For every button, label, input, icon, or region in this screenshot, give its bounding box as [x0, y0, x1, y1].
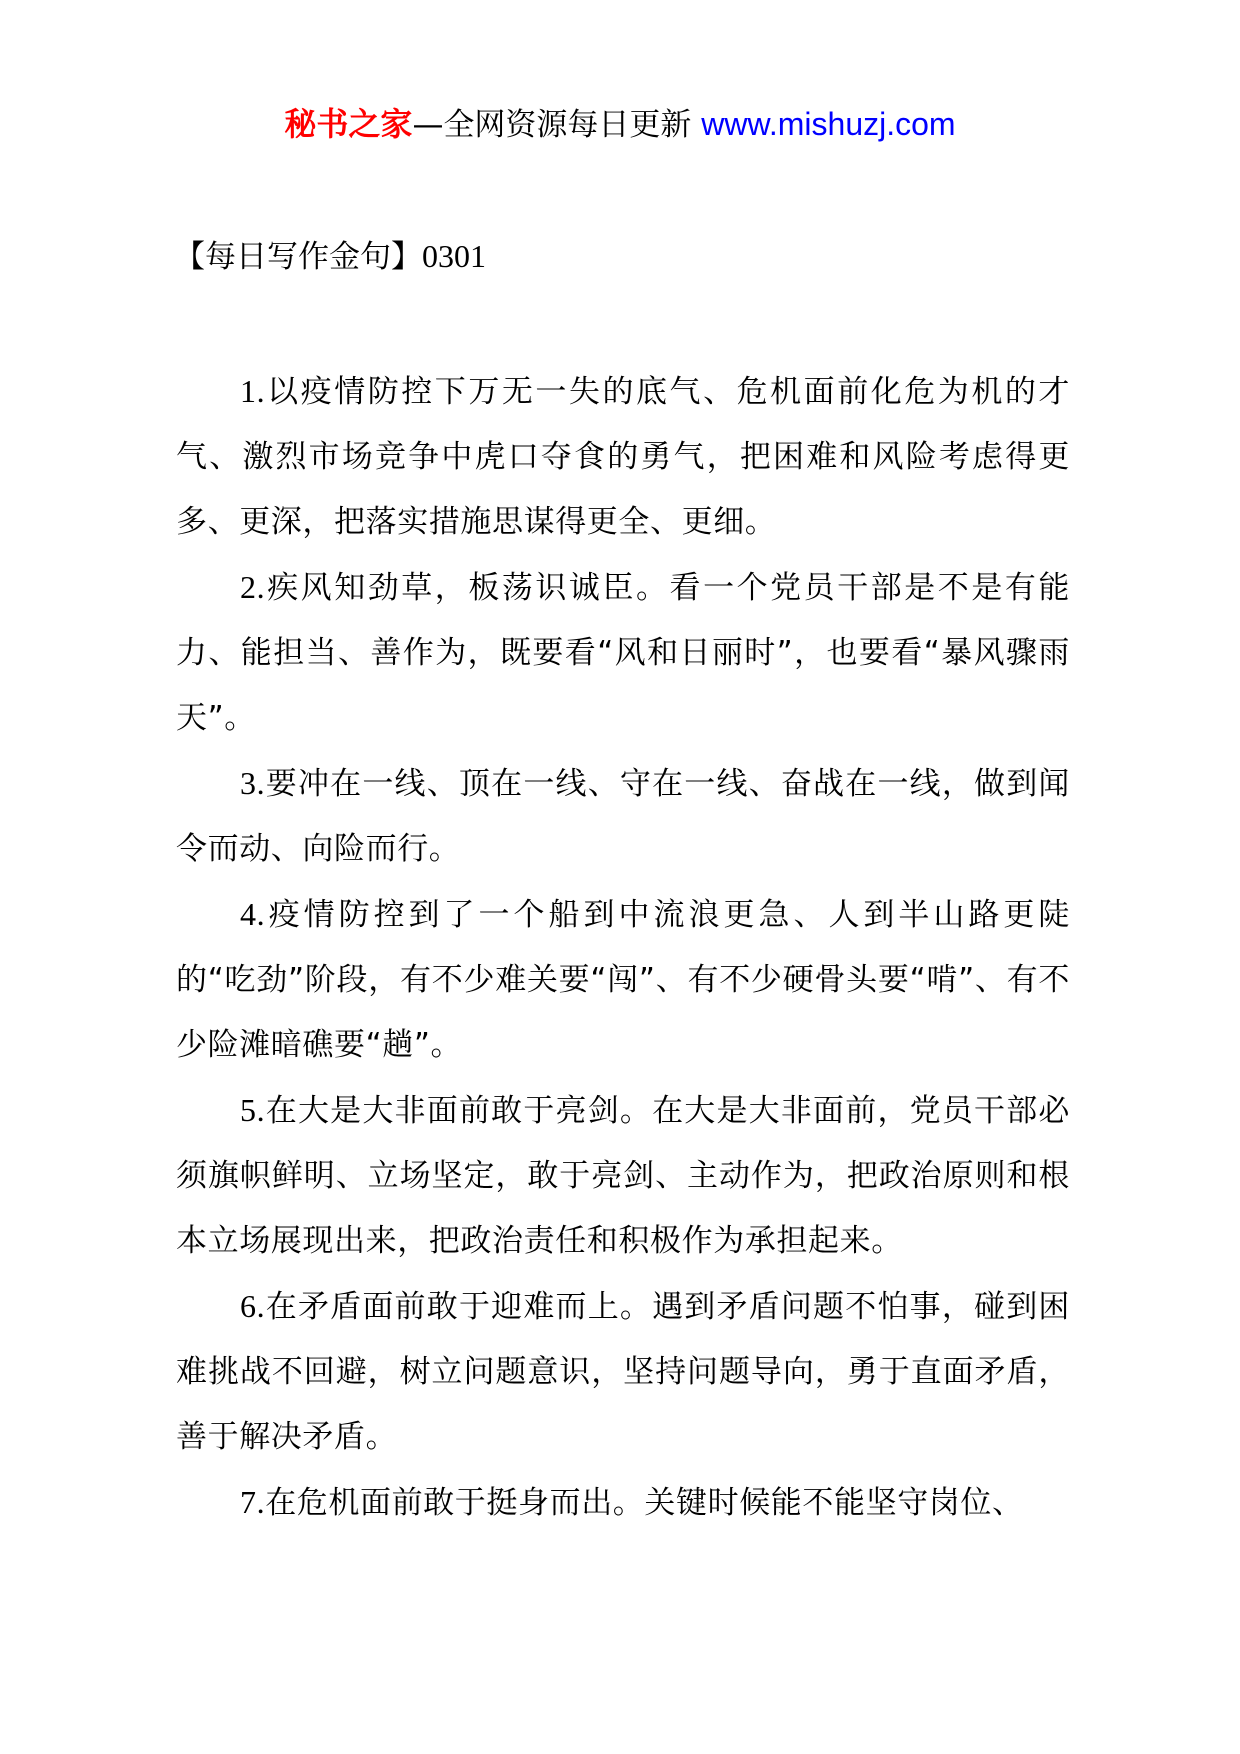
- paragraph-4: [176, 882, 1070, 1078]
- document-body: [176, 359, 1070, 1536]
- paragraph-number: 5.: [240, 1092, 266, 1128]
- document-title: [174, 230, 486, 283]
- paragraph-text: 疫情防控到了一个船到中流浪更急、人到半山路更陡的“吃劲”阶段，有不少难关要“闯”、有不少硬骨头要“啃”、有不少险滩暗礁要“趟”。: [176, 897, 1070, 1063]
- paragraph-text: 在大是大非面前敢于亮剑。在大是大非面前，党员干部必须旗帜鲜明、立场坚定，敢于亮剑、主动作为，把政治原则和根本立场展现出来，把政治责任和积极作为承担起来。: [176, 1093, 1070, 1259]
- header-tagline: —全网资源每日更新: [412, 107, 702, 143]
- paragraph-text: 在矛盾面前敢于迎难而上。遇到矛盾问题不怕事，碰到困难挑战不回避，树立问题意识，坚持问题导向，勇于直面矛盾，善于解决矛盾。: [176, 1289, 1070, 1455]
- title-label: 【每日写作金句】: [174, 239, 422, 275]
- paragraph-text: 要冲在一线、顶在一线、守在一线、奋战在一线，做到闻令而动、向险而行。: [176, 766, 1070, 867]
- paragraph-text: 以疫情防控下万无一失的底气、危机面前化危为机的才气、激烈市场竞争中虎口夺食的勇气，把困难和风险考虑得更多、更深，把落实措施思谋得更全、更细。: [176, 374, 1070, 540]
- paragraph-number: 1.: [240, 373, 266, 409]
- paragraph-number: 7.: [240, 1484, 266, 1520]
- paragraph-1: [176, 359, 1070, 555]
- paragraph-2: [176, 555, 1070, 751]
- paragraph-text: 在危机面前敢于挺身而出。关键时候能不能坚守岗位、: [265, 1485, 1024, 1521]
- paragraph-text: 疾风知劲草，板荡识诚臣。看一个党员干部是不是有能力、能担当、善作为，既要看“风和日丽时”，也要看“暴风骤雨天”。: [176, 570, 1070, 736]
- page-header: [0, 98, 1240, 151]
- paragraph-3: [176, 751, 1070, 882]
- title-date: 0301: [422, 238, 486, 274]
- paragraph-number: 4.: [240, 896, 266, 932]
- paragraph-7: [176, 1470, 1070, 1536]
- site-url-link[interactable]: www.mishuzj.com: [701, 106, 956, 142]
- paragraph-number: 6.: [240, 1288, 266, 1324]
- paragraph-5: [176, 1078, 1070, 1274]
- paragraph-number: 2.: [240, 569, 266, 605]
- paragraph-6: [176, 1274, 1070, 1470]
- paragraph-number: 3.: [240, 765, 266, 801]
- brand-name: 秘书之家: [284, 105, 413, 143]
